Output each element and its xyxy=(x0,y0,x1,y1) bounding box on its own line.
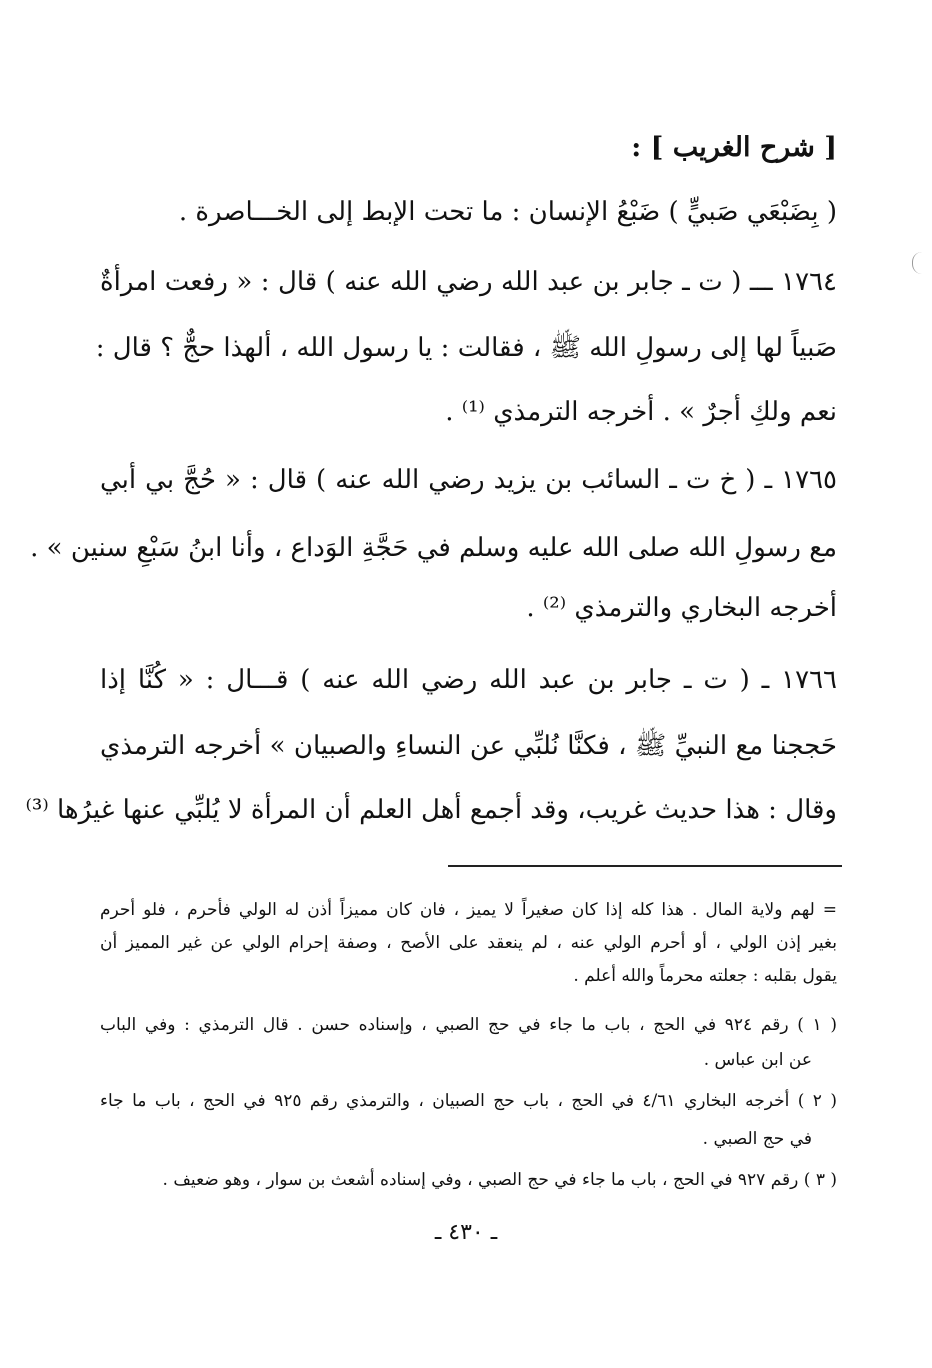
footnote-1-line-1: ( ١ ) رقم ٩٢٤ في الحج ، باب ما جاء في حج الصبي ، وإسناده حسن . قال الترمذي : وفي الباب xyxy=(100,1015,837,1035)
footnote-separator xyxy=(448,865,842,867)
footnote-3-line-1: ( ٣ ) رقم ٩٢٧ في الحج ، باب ما جاء في حج الصبي ، وفي إسناده أشعث بن سوار ، وهو ضعيف . xyxy=(162,1170,837,1190)
hadith-1764-line-1: ١٧٦٤ ـــ ( ت ـ جابر بن عبد الله رضي الله عنه ) قال : « رفعت امرأةٌ xyxy=(100,267,837,297)
hadith-1766-line-3: وقال : هذا حديث غريب، وقد أجمع أهل العلم أن المرأة لا يُلبِّي عنها غيرُها ⁽³⁾ xyxy=(25,795,837,825)
margin-bracket-mark xyxy=(912,252,923,274)
hadith-1765-line-2: مع رسولِ الله صلى الله عليه وسلم في حَجَّةِ الوَداع ، وأنا ابنُ سَبْعِ سنين » . xyxy=(30,533,837,563)
hadith-1766-line-1: ١٧٦٦ ـ ( ت ـ جابر بن عبد الله رضي الله عنه ) قـــال : « كُنَّا إذا xyxy=(100,665,837,695)
hadith-1764-line-2: صَبياً لها إلى رسولِ الله ﷺ ، فقالت : يا رسول الله ، ألهذا حجٌّ ؟ قال : xyxy=(95,333,837,363)
hadith-1765-line-3: أخرجه البخاري والترمذي ⁽²⁾ . xyxy=(526,593,837,623)
page-number: ـ ٤٣٠ ـ xyxy=(434,1220,498,1245)
footnote-2-line-2: في حج الصبي . xyxy=(702,1129,812,1149)
footnote-continuation-line-1: = لهم ولاية المال . هذا كله إذا كان صغيراً لا يميز ، فان كان مميزاً أذن له الولي فأحرم ، فلو أحرم xyxy=(100,900,837,920)
footnote-2-line-1: ( ٢ ) أخرجه البخاري ٤/٦١ في الحج ، باب حج الصبيان ، والترمذي رقم ٩٢٥ في الحج ، باب ما جاء xyxy=(100,1091,837,1111)
hadith-1766-line-2: حَججنا مع النبيِّ ﷺ ، فكنَّا نُلبِّي عن النساءِ والصبيان » أخرجه الترمذي xyxy=(100,731,837,761)
hadith-1765-line-1: ١٧٦٥ ـ ( خ ت ـ السائب بن يزيد رضي الله عنه ) قال : « حُجَّ بي أبي xyxy=(100,465,837,495)
footnote-1-line-2: عن ابن عباس . xyxy=(703,1050,812,1070)
footnote-continuation-line-3: يقول بقلبه : جعلته محرماً والله أعلم . xyxy=(573,966,837,986)
hadith-1764-line-3: نعم ولكِ أجرٌ » . أخرجه الترمذي ⁽¹⁾ . xyxy=(445,397,837,427)
footnote-continuation-line-2: بغير إذن الولي ، أو أحرم الولي عنه ، لم ينعقد على الأصح ، وصفة إحرام الولي عن غير المميز أن xyxy=(100,933,837,953)
section-heading: [ شرح الغريب ] : xyxy=(631,132,837,163)
gloss-line: ( بِضَبْعَي صَبيٍّ ) ضَبْعُ الإنسان : ما تحت الإبط إلى الخـــاصرة . xyxy=(178,197,837,227)
